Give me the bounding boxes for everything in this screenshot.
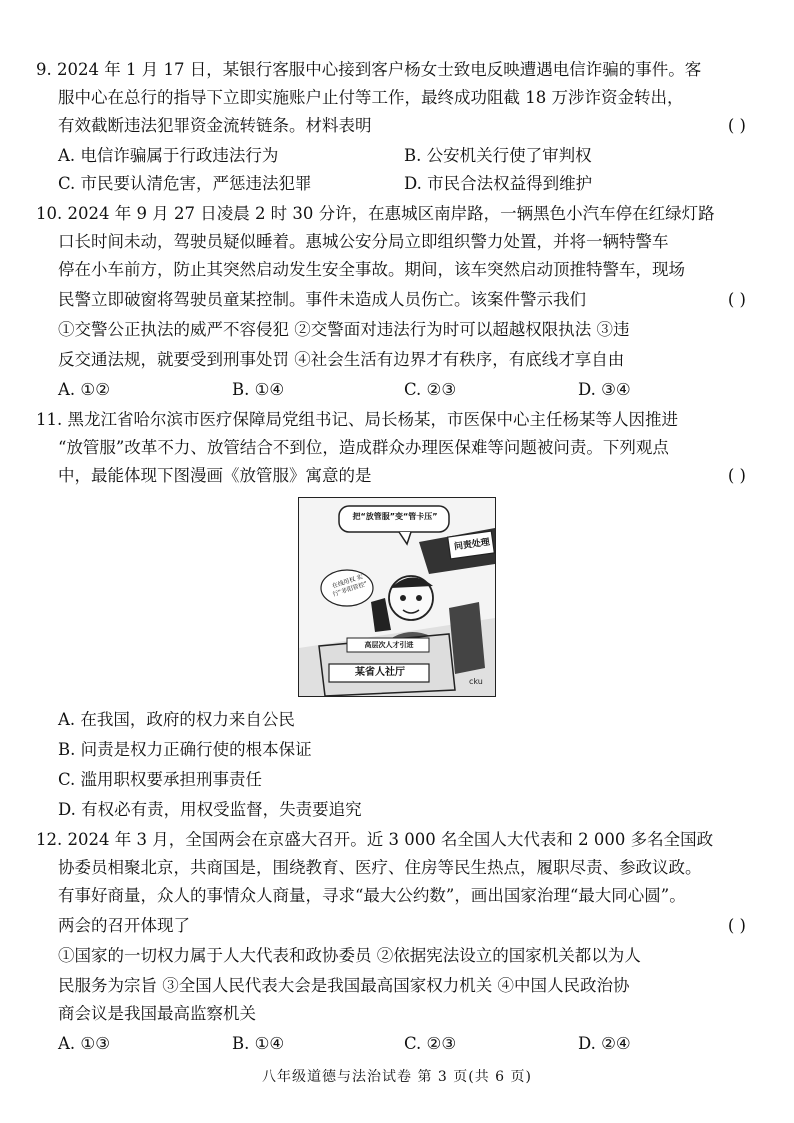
q12-option-a: A. ①③	[58, 1034, 110, 1053]
q11-option-d: D. 有权必有责，用权受监督，失责要追究	[58, 800, 362, 819]
svg-text:cku: cku	[469, 677, 483, 686]
cartoon-phone-text: 在线用权 实行“非阳管控”	[331, 573, 369, 599]
q11-option-b: B. 问责是权力正确行使的根本保证	[58, 740, 312, 759]
q9-option-c: C. 市民要认清危害，严惩违法犯罪	[58, 174, 312, 193]
q12-line-6: 民服务为宗旨 ③全国人民代表大会是我国最高国家权力机关 ④中国人民政治协	[58, 976, 630, 995]
q12-line-1: 12. 2024 年 3 月，全国两会在京盛大召开。近 3 000 名全国人大代表和 2 000 多名全国政	[36, 830, 714, 849]
q10-option-a: A. ①②	[58, 380, 110, 399]
cartoon-fang-guan-fu	[298, 497, 496, 697]
q9-option-b: B. 公安机关行使了审判权	[404, 146, 592, 165]
page-footer: 八年级道德与法治试卷 第 3 页(共 6 页)	[262, 1069, 532, 1085]
q11-line-1: 11. 黑龙江省哈尔滨市医疗保障局党组书记、局长杨某，市医保中心主任杨某等人因推进	[36, 410, 678, 429]
q12-line-3: 有事好商量，众人的事情众人商量，寻求“最大公约数”，画出国家治理“最大同心圆”。	[58, 886, 686, 905]
q10-line-1: 10. 2024 年 9 月 27 日凌晨 2 时 30 分许，在惠城区南岸路，一辆黑色小汽车停在红绿灯路	[36, 204, 715, 223]
q12-line-7: 商会议是我国最高监察机关	[58, 1004, 256, 1023]
q10-line-3: 停在小车前方，防止其突然启动发生安全事故。期间，该车突然启动顶推特警车，现场	[58, 260, 685, 279]
q10-line-4: 民警立即破窗将驾驶员童某控制。事件未造成人员伤亡。该案件警示我们	[58, 290, 586, 309]
q11-line-2: “放管服”改革不力、放管结合不到位，造成群众办理医保难等问题被问责。下列观点	[58, 438, 669, 457]
q12-option-d: D. ②④	[578, 1034, 631, 1053]
cartoon-sign-bottom: 某省人社厅	[355, 667, 405, 678]
q10-line-5: ①交警公正执法的威严不容侵犯 ②交警面对违法行为时可以超越权限执法 ③违	[58, 320, 630, 339]
q9-line-2: 服中心在总行的指导下立即实施账户止付等工作，最终成功阻截 18 万涉诈资金转出，	[58, 88, 684, 107]
q9-option-d: D. 市民合法权益得到维护	[404, 174, 593, 193]
q10-option-b: B. ①④	[232, 380, 285, 399]
q9-option-a: A. 电信诈骗属于行政违法行为	[58, 146, 279, 165]
q12-option-c: C. ②③	[404, 1034, 457, 1053]
q9-answer-paren: ( )	[727, 116, 746, 135]
q12-line-2: 协委员相聚北京，共商国是，围绕教育、医疗、住房等民生热点，履职尽责、参政议政。	[58, 858, 702, 877]
q12-line-5: ①国家的一切权力属于人大代表和政协委员 ②依据宪法设立的国家机关都以为人	[58, 946, 641, 965]
q11-line-3: 中，最能体现下图漫画《放管服》寓意的是	[58, 466, 372, 485]
q12-answer-paren: ( )	[727, 916, 746, 935]
q10-line-2: 口长时间未动，驾驶员疑似睡着。惠城公安分局立即组织警力处置，并将一辆特警车	[58, 232, 669, 251]
q12-option-b: B. ①④	[232, 1034, 285, 1053]
q9-line-1: 9. 2024 年 1 月 17 日，某银行客服中心接到客户杨女士致电反映遭遇电信诈骗的事件。客	[36, 60, 702, 79]
q10-option-d: D. ③④	[578, 380, 631, 399]
q9-line-3: 有效截断违法犯罪资金流转链条。材料表明	[58, 116, 372, 135]
cartoon-bubble-text: 把“放管服”变“管卡压”	[352, 512, 438, 521]
q12-line-4: 两会的召开体现了	[58, 916, 190, 935]
q10-option-c: C. ②③	[404, 380, 457, 399]
q11-option-c: C. 滥用职权要承担刑事责任	[58, 770, 263, 789]
q11-option-a: A. 在我国，政府的权力来自公民	[58, 710, 295, 729]
cartoon-stamp-text: 问责处理	[453, 537, 491, 553]
q10-answer-paren: ( )	[727, 290, 746, 309]
cartoon-sign-top: 高层次人才引进	[364, 641, 414, 649]
q11-answer-paren: ( )	[727, 466, 746, 485]
q10-line-6: 反交通法规，就要受到刑事处罚 ④社会生活有边界才有秩序，有底线才享自由	[58, 350, 625, 369]
